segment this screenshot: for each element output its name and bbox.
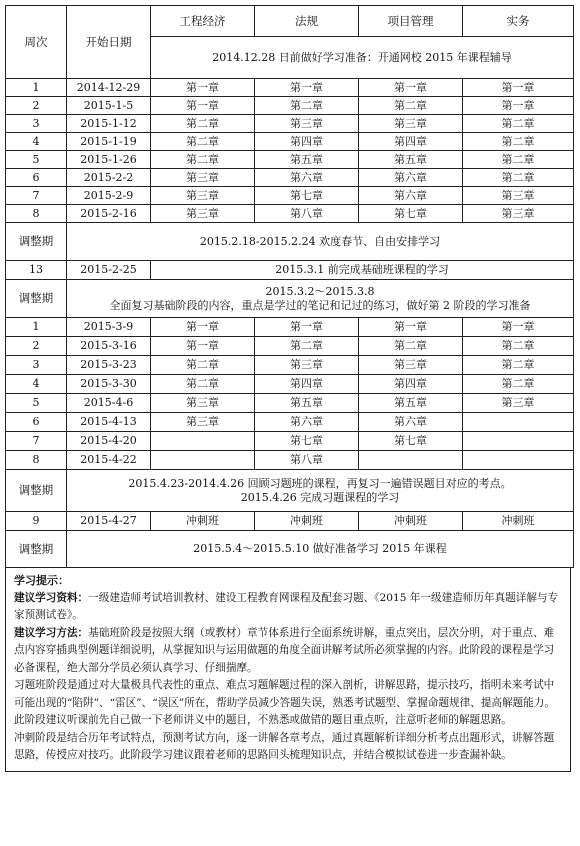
start-date: 2015-1-19 [67, 133, 151, 151]
chapter-cell: 第七章 [359, 432, 463, 451]
subject-header-management: 项目管理 [359, 6, 463, 37]
tips-title: 学习提示： [14, 574, 69, 587]
chapter-cell [151, 451, 255, 470]
chapter-cell: 第三章 [255, 356, 359, 375]
week-number: 1 [6, 79, 67, 97]
chapter-cell: 第六章 [359, 187, 463, 205]
week-number: 2 [6, 97, 67, 115]
schedule-table [5, 5, 574, 568]
week-number: 9 [6, 512, 67, 531]
chapter-cell: 第六章 [255, 169, 359, 187]
phase1-week-row [6, 187, 574, 205]
chapter-cell: 第五章 [359, 151, 463, 169]
chapter-cell: 第五章 [359, 394, 463, 413]
tips-sprint-phase: 冲刺阶段是结合历年考试特点，预测考试方向，逐一讲解各章考点，通过真题解析详细分析考点出题形式，讲解答题思路，传授应对技巧。此阶段学习建议跟着老师的思路回头梳理知识点，并结合模拟试卷进一步查漏补缺。 [14, 731, 555, 761]
chapter-cell: 第三章 [359, 115, 463, 133]
chapter-cell: 第二章 [151, 375, 255, 394]
chapter-cell: 第二章 [463, 337, 574, 356]
adjust-text [67, 280, 574, 318]
start-date: 2015-4-20 [67, 432, 151, 451]
chapter-cell [463, 413, 574, 432]
sprint-cell: 冲刺班 [151, 512, 255, 531]
chapter-cell: 第三章 [151, 169, 255, 187]
adjust-label: 调整期 [6, 470, 67, 512]
materials-text: 一级建造师考试培训教材、建设工程教育网课程及配套习题、《2015 年一级建造师历年真题详解与专家预测试卷》。 [14, 591, 559, 621]
adjust-text [67, 470, 574, 512]
start-date: 2014-12-29 [67, 79, 151, 97]
week-number: 4 [6, 375, 67, 394]
chapter-cell: 第二章 [151, 115, 255, 133]
week-header: 周次 [6, 6, 67, 79]
start-date: 2015-3-30 [67, 375, 151, 394]
chapter-cell: 第三章 [151, 413, 255, 432]
start-date: 2015-2-25 [67, 261, 151, 280]
adjust-date: 2015.3.2～2015.3.8 [265, 284, 375, 298]
chapter-cell: 第二章 [463, 375, 574, 394]
adjust-milestone: 2015.4.26 完成习题课程的学习 [240, 490, 400, 504]
chapter-cell: 第三章 [151, 187, 255, 205]
chapter-cell: 第八章 [255, 205, 359, 223]
adjust-row-1 [6, 223, 574, 261]
chapter-cell: 第四章 [359, 133, 463, 151]
phase1-week-row [6, 205, 574, 223]
start-date-header: 开始日期 [67, 6, 151, 79]
week-13-row [6, 261, 574, 280]
chapter-cell [151, 432, 255, 451]
start-date: 2015-3-23 [67, 356, 151, 375]
chapter-cell: 第一章 [463, 318, 574, 337]
start-date: 2015-4-13 [67, 413, 151, 432]
chapter-cell [463, 432, 574, 451]
chapter-cell: 第一章 [359, 79, 463, 97]
week-number: 13 [6, 261, 67, 280]
week-number: 6 [6, 169, 67, 187]
phase2-week-row [6, 356, 574, 375]
chapter-cell: 第二章 [463, 169, 574, 187]
start-date: 2015-2-16 [67, 205, 151, 223]
chapter-cell: 第七章 [359, 205, 463, 223]
phase2-week-row [6, 375, 574, 394]
start-date: 2015-2-9 [67, 187, 151, 205]
adjust-row-4 [6, 531, 574, 568]
prep-note: 2014.12.28 日前做好学习准备：开通网校 2015 年课程辅导 [151, 37, 574, 79]
phase2-week-row [6, 394, 574, 413]
chapter-cell: 第一章 [463, 79, 574, 97]
phase2-week-row [6, 413, 574, 432]
start-date: 2015-1-26 [67, 151, 151, 169]
chapter-cell: 第三章 [255, 115, 359, 133]
sprint-cell: 冲刺班 [463, 512, 574, 531]
study-tips-section [5, 568, 571, 772]
week-number: 3 [6, 115, 67, 133]
chapter-cell: 第一章 [151, 318, 255, 337]
subject-header-economics: 工程经济 [151, 6, 255, 37]
week-number: 6 [6, 413, 67, 432]
subject-header-practice: 实务 [463, 6, 574, 37]
chapter-cell: 第五章 [255, 151, 359, 169]
phase1-week-row [6, 133, 574, 151]
chapter-cell: 第二章 [151, 356, 255, 375]
chapter-cell: 第三章 [463, 187, 574, 205]
tips-materials [14, 590, 564, 625]
start-date: 2015-3-16 [67, 337, 151, 356]
chapter-cell: 第四章 [255, 375, 359, 394]
method-label: 建议学习方法： [14, 626, 89, 639]
tips-method [14, 625, 564, 678]
adjust-text: 2015.2.18-2015.2.24 欢度春节、自由安排学习 [67, 223, 574, 261]
start-date: 2015-1-5 [67, 97, 151, 115]
phase2-week-row [6, 432, 574, 451]
chapter-cell [463, 451, 574, 470]
chapter-cell: 第八章 [255, 451, 359, 470]
milestone-text: 2015.3.1 前完成基础班课程的学习 [151, 261, 574, 280]
chapter-cell: 第一章 [151, 337, 255, 356]
week-number: 3 [6, 356, 67, 375]
chapter-cell: 第二章 [359, 97, 463, 115]
week-number: 7 [6, 187, 67, 205]
adjust-desc: 2015.4.23-2014.4.26 回顾习题班的课程，再复习一遍错误题目对应的考点。 [128, 476, 512, 490]
subject-header-law: 法规 [255, 6, 359, 37]
sprint-cell: 冲刺班 [255, 512, 359, 531]
chapter-cell: 第一章 [151, 97, 255, 115]
adjust-label: 调整期 [6, 223, 67, 261]
chapter-cell: 第二章 [151, 133, 255, 151]
start-date: 2015-4-22 [67, 451, 151, 470]
chapter-cell: 第二章 [151, 151, 255, 169]
adjust-text: 2015.5.4～2015.5.10 做好准备学习 2015 年课程 [67, 531, 574, 568]
method-text: 基础班阶段是按照大纲（或教材）章节体系进行全面系统讲解，重点突出，层次分明，对于重点、难点内容穿插典型例题详细说明，从掌握知识与运用做题的角度全面讲解考试所必须掌握的内容。此阶段的课程是学习必备课程，绝大部分学员必须认真学习、仔细揣摩。 [14, 626, 555, 674]
phase1-week-row [6, 169, 574, 187]
adjust-label: 调整期 [6, 280, 67, 318]
week-number: 8 [6, 451, 67, 470]
phase2-week-row [6, 337, 574, 356]
chapter-cell: 第三章 [151, 205, 255, 223]
chapter-cell: 第二章 [359, 337, 463, 356]
chapter-cell: 第二章 [463, 356, 574, 375]
chapter-cell: 第四章 [359, 375, 463, 394]
chapter-cell: 第一章 [151, 79, 255, 97]
study-plan-document [5, 5, 573, 772]
chapter-cell: 第六章 [359, 169, 463, 187]
start-date: 2015-4-6 [67, 394, 151, 413]
chapter-cell: 第六章 [255, 413, 359, 432]
week-9-sprint-row [6, 512, 574, 531]
sprint-cell: 冲刺班 [359, 512, 463, 531]
start-date: 2015-4-27 [67, 512, 151, 531]
phase1-week-row [6, 115, 574, 133]
chapter-cell: 第一章 [255, 318, 359, 337]
start-date: 2015-2-2 [67, 169, 151, 187]
adjust-row-2 [6, 280, 574, 318]
chapter-cell: 第一章 [359, 318, 463, 337]
week-number: 5 [6, 394, 67, 413]
phase1-week-row [6, 79, 574, 97]
chapter-cell: 第三章 [463, 394, 574, 413]
chapter-cell: 第一章 [463, 97, 574, 115]
chapter-cell: 第二章 [463, 115, 574, 133]
chapter-cell: 第四章 [255, 133, 359, 151]
chapter-cell: 第七章 [255, 432, 359, 451]
adjust-desc: 全面复习基础阶段的内容，重点是学过的笔记和记过的练习，做好第 2 阶段的学习准备 [109, 298, 531, 312]
chapter-cell: 第三章 [359, 356, 463, 375]
start-date: 2015-1-12 [67, 115, 151, 133]
adjust-label: 调整期 [6, 531, 67, 568]
phase1-week-row [6, 97, 574, 115]
phase1-week-row [6, 151, 574, 169]
header-row [6, 6, 574, 37]
chapter-cell [359, 451, 463, 470]
chapter-cell: 第二章 [463, 151, 574, 169]
week-number: 5 [6, 151, 67, 169]
week-number: 2 [6, 337, 67, 356]
tips-exercise-phase: 习题班阶段是通过对大量极具代表性的重点、难点习题解题过程的深入剖析，讲解思路，提示技巧，指明未来考试中可能出现的“陷阱”、“雷区”、“误区”所在，帮助学员减少答题失误，熟悉考试题型、掌握命题规律、提高解题能力。此阶段建议听课前先自己做一下老师讲义中的题目，不熟悉或做错的题目重点听，注意听老师的解题思路。 [14, 679, 555, 726]
week-number: 7 [6, 432, 67, 451]
chapter-cell: 第三章 [151, 394, 255, 413]
chapter-cell: 第二章 [255, 97, 359, 115]
week-number: 8 [6, 205, 67, 223]
chapter-cell: 第二章 [463, 133, 574, 151]
phase2-week-row [6, 318, 574, 337]
chapter-cell: 第七章 [255, 187, 359, 205]
chapter-cell: 第一章 [255, 79, 359, 97]
chapter-cell: 第二章 [255, 337, 359, 356]
start-date: 2015-3-9 [67, 318, 151, 337]
chapter-cell: 第六章 [359, 413, 463, 432]
phase2-week-row [6, 451, 574, 470]
week-number: 4 [6, 133, 67, 151]
chapter-cell: 第三章 [463, 205, 574, 223]
adjust-row-3 [6, 470, 574, 512]
materials-label: 建议学习资料： [14, 591, 89, 604]
week-number: 1 [6, 318, 67, 337]
chapter-cell: 第五章 [255, 394, 359, 413]
